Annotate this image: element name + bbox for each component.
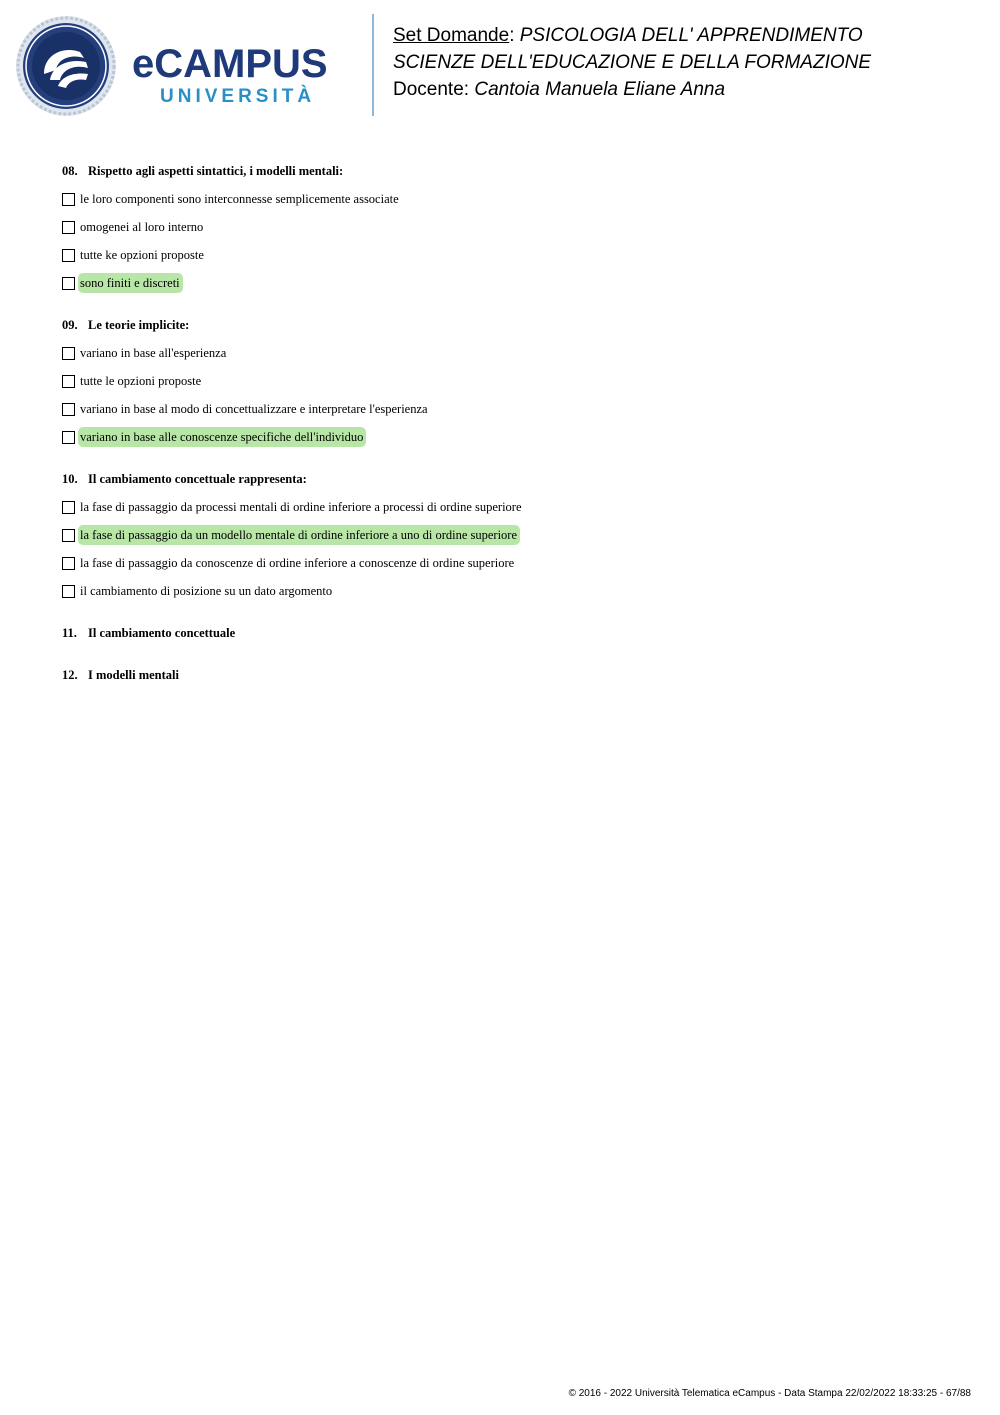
checkbox[interactable]	[62, 347, 75, 360]
question-text: Rispetto agli aspetti sintattici, i modelli mentali:	[88, 164, 344, 178]
checkbox[interactable]	[62, 431, 75, 444]
answer-option[interactable]	[62, 342, 942, 364]
ecampus-logo	[132, 42, 356, 112]
answer-option-correct[interactable]	[62, 272, 942, 294]
question-title	[62, 622, 942, 644]
header-divider	[372, 14, 374, 116]
set-line: Set Domande: PSICOLOGIA DELL' APPRENDIMENTO	[393, 25, 863, 46]
answer-option[interactable]	[62, 370, 942, 392]
option-text: variano in base all'esperienza	[80, 346, 227, 360]
option-text-highlighted: sono finiti e discreti	[78, 273, 183, 293]
checkbox[interactable]	[62, 249, 75, 262]
option-text: la fase di passaggio da conoscenze di ordine inferiore a conoscenze di ordine superiore	[80, 556, 515, 570]
question-title	[62, 160, 942, 182]
option-text-highlighted: la fase di passaggio da un modello mentale di ordine inferiore a uno di ordine superiore	[78, 525, 520, 545]
logo-wordmark-text: eCAMPUS	[132, 42, 328, 86]
checkbox[interactable]	[62, 193, 75, 206]
question-number: 10.	[62, 472, 78, 486]
answer-option[interactable]	[62, 496, 942, 518]
course-subtitle-line	[393, 49, 871, 76]
question-12	[62, 664, 942, 686]
checkbox[interactable]	[62, 529, 75, 542]
answer-option[interactable]	[62, 188, 942, 210]
answer-option-correct[interactable]	[62, 426, 942, 448]
question-text: Il cambiamento concettuale rappresenta:	[88, 472, 307, 486]
answer-option[interactable]	[62, 552, 942, 574]
checkbox[interactable]	[62, 277, 75, 290]
course-title: PSICOLOGIA DELL' APPRENDIMENTO	[519, 25, 863, 46]
option-text: variano in base al modo di concettualizzare e interpretare l'esperienza	[80, 402, 428, 416]
checkbox[interactable]	[62, 557, 75, 570]
question-title	[62, 664, 942, 686]
question-number: 08.	[62, 164, 78, 178]
set-label: Set Domande	[393, 25, 510, 46]
question-number: 09.	[62, 318, 78, 332]
checkbox[interactable]	[62, 501, 75, 514]
question-08	[62, 160, 942, 294]
checkbox[interactable]	[62, 403, 75, 416]
page-header	[0, 0, 1000, 130]
page-footer: © 2016 - 2022 Università Telematica eCampus - Data Stampa 22/02/2022 18:33:25 - 67/88	[568, 1388, 971, 1399]
checkbox[interactable]	[62, 375, 75, 388]
teacher-line: Docente: Cantoia Manuela Eliane Anna	[393, 79, 726, 100]
question-text: Il cambiamento concettuale	[88, 626, 236, 640]
option-text-highlighted: variano in base alle conoscenze specifiche dell'individuo	[78, 427, 366, 447]
ecampus-seal-icon	[14, 14, 118, 118]
answer-option[interactable]	[62, 216, 942, 238]
header-info	[393, 22, 871, 103]
option-text: tutte le opzioni proposte	[80, 374, 202, 388]
question-11	[62, 622, 942, 644]
answer-option-correct[interactable]	[62, 524, 942, 546]
logo-universita-text: UNIVERSITÀ	[160, 86, 316, 107]
option-text: le loro componenti sono interconnesse semplicemente associate	[80, 192, 399, 206]
course-subtitle: SCIENZE DELL'EDUCAZIONE E DELLA FORMAZIONE	[393, 52, 872, 73]
question-text: Le teorie implicite:	[88, 318, 190, 332]
question-title	[62, 314, 942, 336]
answer-option[interactable]	[62, 580, 942, 602]
question-10	[62, 468, 942, 602]
questions-list	[62, 160, 942, 706]
question-number: 12.	[62, 668, 78, 682]
question-text: I modelli mentali	[88, 668, 179, 682]
option-text: la fase di passaggio da processi mentali di ordine inferiore a processi di ordine superiore	[80, 500, 522, 514]
question-09	[62, 314, 942, 448]
question-title	[62, 468, 942, 490]
answer-option[interactable]	[62, 244, 942, 266]
teacher-name: Cantoia Manuela Eliane Anna	[474, 79, 726, 100]
answer-option[interactable]	[62, 398, 942, 420]
teacher-label: Docente	[393, 79, 464, 100]
checkbox[interactable]	[62, 221, 75, 234]
option-text: il cambiamento di posizione su un dato argomento	[80, 584, 333, 598]
question-number: 11.	[62, 626, 77, 640]
checkbox[interactable]	[62, 585, 75, 598]
option-text: omogenei al loro interno	[80, 220, 204, 234]
option-text: tutte ke opzioni proposte	[80, 248, 204, 262]
